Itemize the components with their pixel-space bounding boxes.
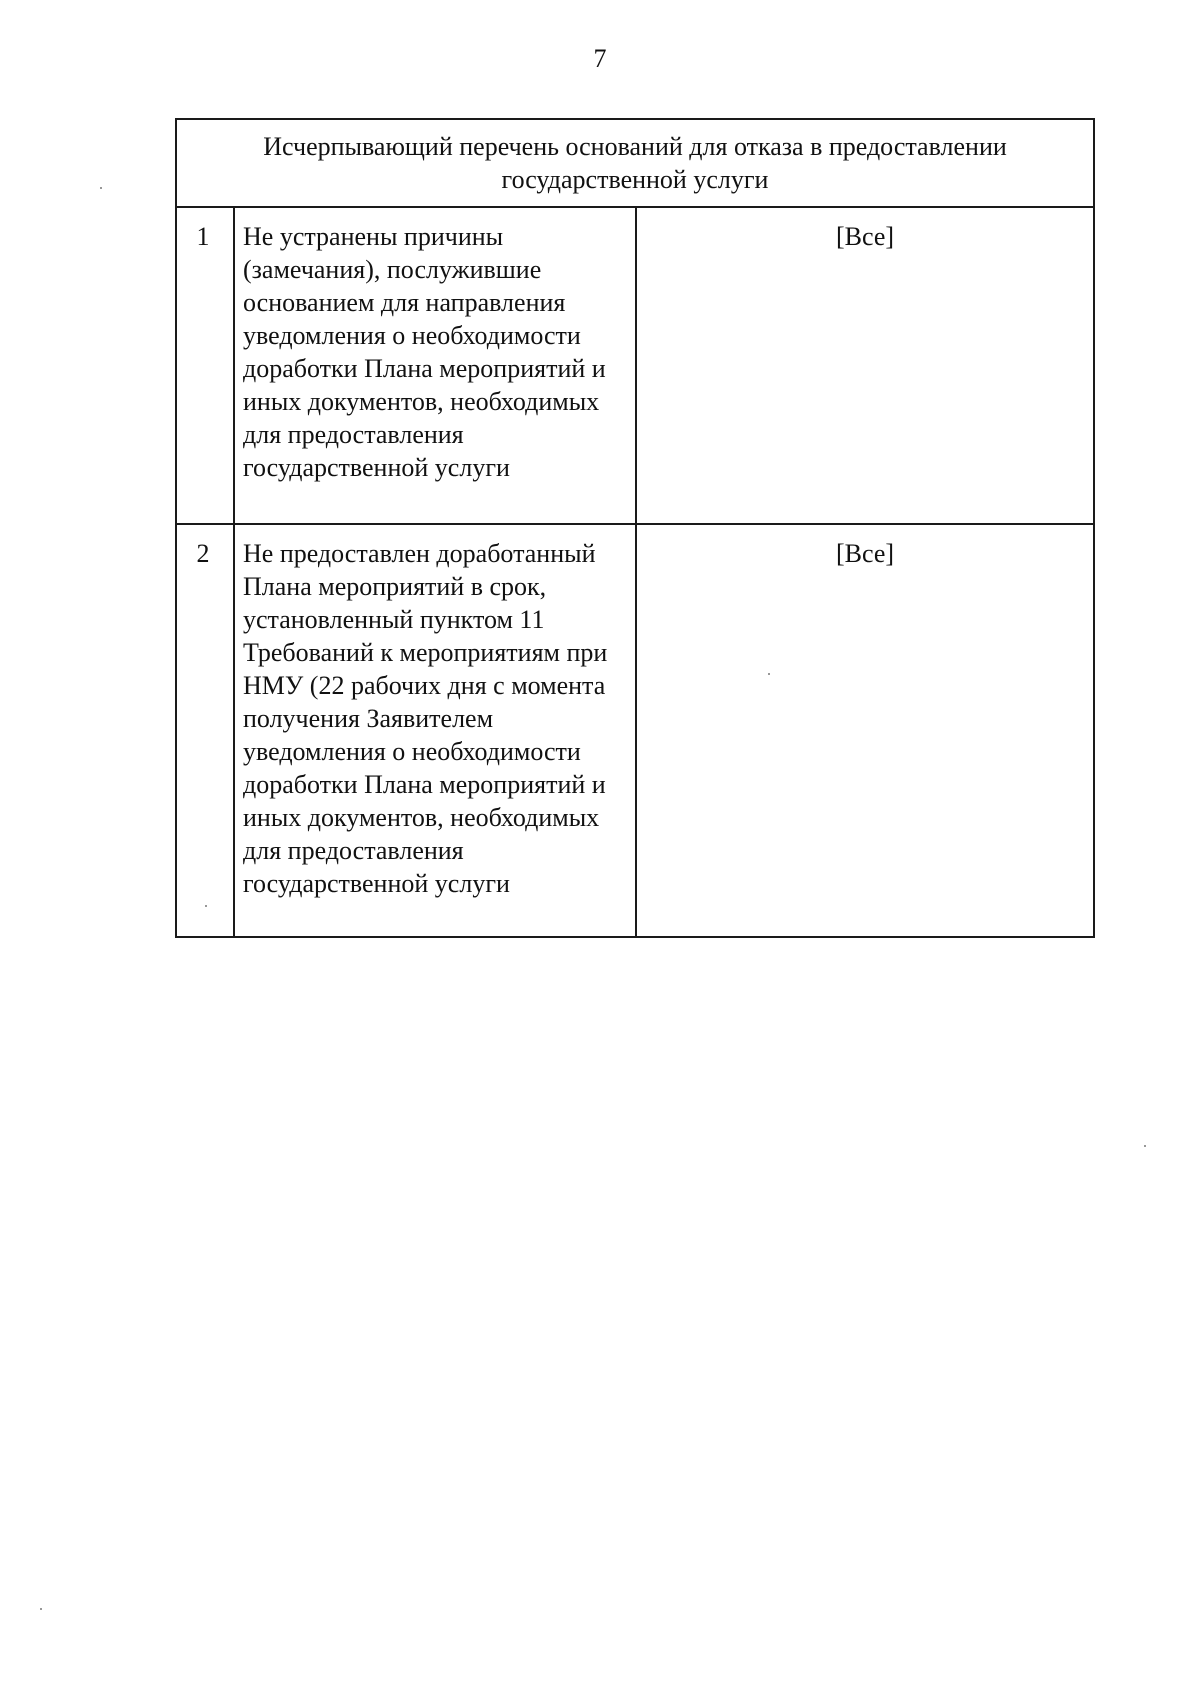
row-number: 1	[176, 207, 234, 524]
table-header-row	[176, 119, 1094, 207]
row-value: [Все]	[636, 207, 1094, 524]
scan-speck	[205, 905, 207, 907]
table-row	[176, 207, 1094, 524]
page-number: 7	[593, 44, 607, 73]
table-row	[176, 524, 1094, 937]
scan-speck	[768, 673, 770, 675]
row-value: [Все]	[636, 524, 1094, 937]
row-description: Не предоставлен доработанный Плана мероприятий в срок, установленный пунктом 11 Требований к мероприятиям при НМУ (22 рабочих дня с момента получения Заявителем уведомления о необходимости доработки Плана мероприятий и иных документов, необходимых для предоставления государственной услуги	[234, 524, 636, 937]
scan-speck	[40, 1608, 42, 1610]
scan-speck	[1144, 1145, 1146, 1147]
refusal-grounds-table	[175, 118, 1095, 938]
table-header: Исчерпывающий перечень оснований для отказа в предоставлении государственной услуги	[176, 119, 1094, 207]
scan-speck	[100, 187, 102, 189]
row-number: 2	[176, 524, 234, 937]
row-description: Не устранены причины (замечания), послужившие основанием для направления уведомления о необходимости доработки Плана мероприятий и иных документов, необходимых для предоставления государственной услуги	[234, 207, 636, 524]
